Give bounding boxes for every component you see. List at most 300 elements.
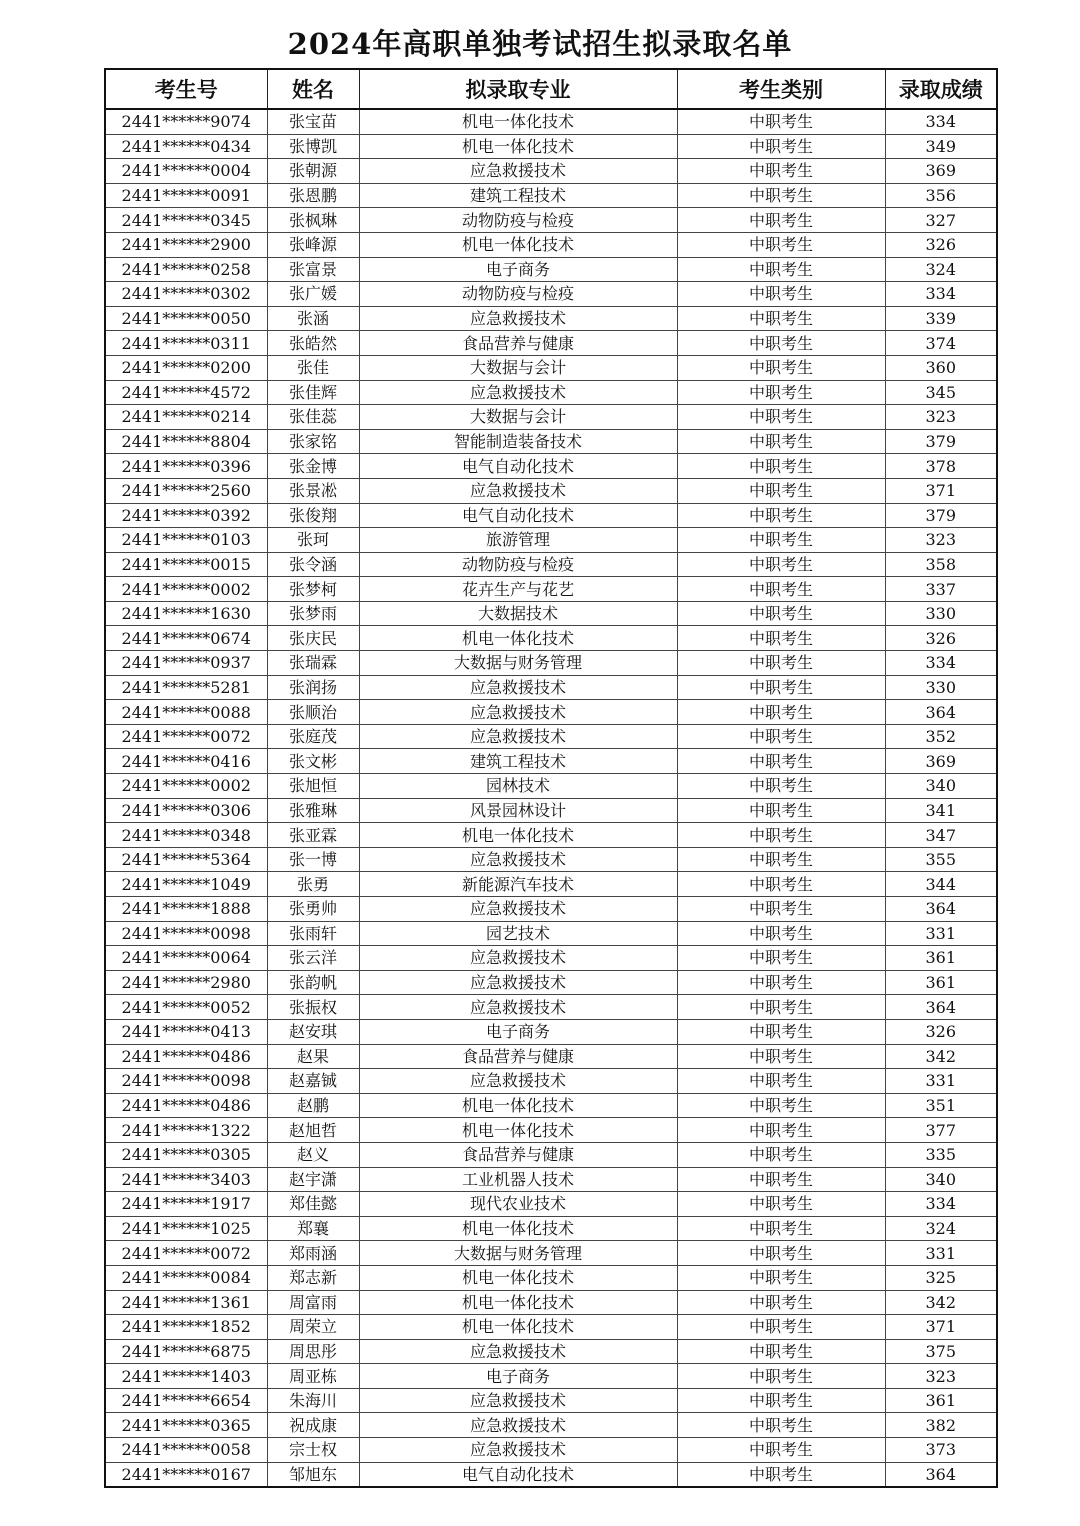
score-cell: 340 [885, 774, 997, 799]
exam-id-cell: 2441******0098 [105, 1069, 267, 1094]
table-body [105, 109, 997, 1487]
exam-id-cell: 2441******0396 [105, 454, 267, 479]
exam-id-cell: 2441******0416 [105, 749, 267, 774]
major-cell: 机电一体化技术 [359, 1093, 677, 1118]
category-cell: 中职考生 [677, 429, 885, 454]
category-cell: 中职考生 [677, 823, 885, 848]
exam-id-cell: 2441******0167 [105, 1462, 267, 1487]
table-row [105, 134, 997, 159]
exam-id-cell: 2441******5281 [105, 675, 267, 700]
category-cell: 中职考生 [677, 724, 885, 749]
category-cell: 中职考生 [677, 552, 885, 577]
name-cell: 赵义 [267, 1142, 359, 1167]
score-cell: 340 [885, 1167, 997, 1192]
major-cell: 电气自动化技术 [359, 454, 677, 479]
table-row [105, 1192, 997, 1217]
table-row [105, 897, 997, 922]
score-cell: 334 [885, 109, 997, 134]
major-cell: 动物防疫与检疫 [359, 282, 677, 307]
table-row [105, 1462, 997, 1487]
score-cell: 327 [885, 208, 997, 233]
category-cell: 中职考生 [677, 651, 885, 676]
major-cell: 新能源汽车技术 [359, 872, 677, 897]
category-cell: 中职考生 [677, 1315, 885, 1340]
exam-id-cell: 2441******1917 [105, 1192, 267, 1217]
major-cell: 应急救援技术 [359, 995, 677, 1020]
name-cell: 张庆民 [267, 626, 359, 651]
exam-id-cell: 2441******0258 [105, 257, 267, 282]
category-cell: 中职考生 [677, 1019, 885, 1044]
name-cell: 赵宇潇 [267, 1167, 359, 1192]
major-cell: 应急救援技术 [359, 700, 677, 725]
name-cell: 张博凯 [267, 134, 359, 159]
name-cell: 赵嘉铖 [267, 1069, 359, 1094]
name-cell: 张庭茂 [267, 724, 359, 749]
table-row [105, 405, 997, 430]
major-cell: 电子商务 [359, 257, 677, 282]
name-cell: 张皓然 [267, 331, 359, 356]
major-cell: 应急救援技术 [359, 1413, 677, 1438]
score-cell: 364 [885, 700, 997, 725]
exam-id-cell: 2441******5364 [105, 847, 267, 872]
name-cell: 赵果 [267, 1044, 359, 1069]
admission-table [104, 68, 998, 1488]
name-cell: 张珂 [267, 528, 359, 553]
exam-id-cell: 2441******1361 [105, 1290, 267, 1315]
table-row [105, 1118, 997, 1143]
category-cell: 中职考生 [677, 1290, 885, 1315]
score-cell: 360 [885, 355, 997, 380]
category-cell: 中职考生 [677, 1044, 885, 1069]
exam-id-cell: 2441******0052 [105, 995, 267, 1020]
exam-id-cell: 2441******0072 [105, 1241, 267, 1266]
name-cell: 郑佳懿 [267, 1192, 359, 1217]
table-row [105, 1216, 997, 1241]
major-cell: 现代农业技术 [359, 1192, 677, 1217]
exam-id-cell: 2441******0004 [105, 159, 267, 184]
name-cell: 张梦柯 [267, 577, 359, 602]
score-cell: 347 [885, 823, 997, 848]
category-cell: 中职考生 [677, 1118, 885, 1143]
major-cell: 园艺技术 [359, 921, 677, 946]
major-cell: 花卉生产与花艺 [359, 577, 677, 602]
major-cell: 大数据与会计 [359, 405, 677, 430]
name-cell: 张一博 [267, 847, 359, 872]
score-cell: 356 [885, 183, 997, 208]
score-cell: 342 [885, 1044, 997, 1069]
major-cell: 电气自动化技术 [359, 503, 677, 528]
major-cell: 机电一体化技术 [359, 109, 677, 134]
table-row [105, 355, 997, 380]
exam-id-cell: 2441******0937 [105, 651, 267, 676]
exam-id-cell: 2441******0305 [105, 1142, 267, 1167]
score-cell: 334 [885, 282, 997, 307]
exam-id-cell: 2441******0392 [105, 503, 267, 528]
table-row [105, 1167, 997, 1192]
table-row [105, 1142, 997, 1167]
table-row [105, 823, 997, 848]
category-cell: 中职考生 [677, 1192, 885, 1217]
exam-id-cell: 2441******1888 [105, 897, 267, 922]
major-cell: 风景园林设计 [359, 798, 677, 823]
score-cell: 379 [885, 503, 997, 528]
table-row [105, 774, 997, 799]
major-cell: 工业机器人技术 [359, 1167, 677, 1192]
table-row [105, 675, 997, 700]
category-cell: 中职考生 [677, 159, 885, 184]
name-cell: 张文彬 [267, 749, 359, 774]
major-cell: 大数据与财务管理 [359, 651, 677, 676]
exam-id-cell: 2441******3403 [105, 1167, 267, 1192]
exam-id-cell: 2441******1322 [105, 1118, 267, 1143]
table-row [105, 380, 997, 405]
table-row [105, 331, 997, 356]
score-cell: 331 [885, 1069, 997, 1094]
exam-id-cell: 2441******1852 [105, 1315, 267, 1340]
score-cell: 342 [885, 1290, 997, 1315]
major-cell: 应急救援技术 [359, 897, 677, 922]
major-cell: 应急救援技术 [359, 675, 677, 700]
name-cell: 张佳 [267, 355, 359, 380]
score-cell: 330 [885, 675, 997, 700]
score-cell: 377 [885, 1118, 997, 1143]
major-cell: 大数据与财务管理 [359, 1241, 677, 1266]
table-row [105, 1019, 997, 1044]
score-cell: 379 [885, 429, 997, 454]
category-cell: 中职考生 [677, 282, 885, 307]
score-cell: 364 [885, 995, 997, 1020]
exam-id-cell: 2441******0002 [105, 577, 267, 602]
header-row [105, 69, 997, 109]
name-cell: 赵旭哲 [267, 1118, 359, 1143]
category-cell: 中职考生 [677, 847, 885, 872]
exam-id-cell: 2441******0311 [105, 331, 267, 356]
category-cell: 中职考生 [677, 478, 885, 503]
name-cell: 朱海川 [267, 1388, 359, 1413]
major-cell: 旅游管理 [359, 528, 677, 553]
category-cell: 中职考生 [677, 1142, 885, 1167]
name-cell: 张顺治 [267, 700, 359, 725]
category-cell: 中职考生 [677, 380, 885, 405]
category-cell: 中职考生 [677, 1388, 885, 1413]
name-cell: 张瑞霖 [267, 651, 359, 676]
score-cell: 331 [885, 1241, 997, 1266]
score-cell: 326 [885, 626, 997, 651]
exam-id-cell: 2441******2560 [105, 478, 267, 503]
table-row [105, 946, 997, 971]
major-cell: 机电一体化技术 [359, 1265, 677, 1290]
score-cell: 334 [885, 1192, 997, 1217]
name-cell: 赵鹏 [267, 1093, 359, 1118]
name-cell: 张润扬 [267, 675, 359, 700]
major-cell: 大数据与会计 [359, 355, 677, 380]
major-cell: 建筑工程技术 [359, 183, 677, 208]
exam-id-cell: 2441******9074 [105, 109, 267, 134]
table-row [105, 109, 997, 134]
name-cell: 张令涵 [267, 552, 359, 577]
category-cell: 中职考生 [677, 970, 885, 995]
table-row [105, 724, 997, 749]
category-cell: 中职考生 [677, 798, 885, 823]
table-row [105, 577, 997, 602]
category-cell: 中职考生 [677, 577, 885, 602]
score-cell: 351 [885, 1093, 997, 1118]
major-cell: 应急救援技术 [359, 159, 677, 184]
name-cell: 周富雨 [267, 1290, 359, 1315]
category-cell: 中职考生 [677, 749, 885, 774]
table-row [105, 183, 997, 208]
name-cell: 张佳辉 [267, 380, 359, 405]
category-cell: 中职考生 [677, 1438, 885, 1463]
exam-id-cell: 2441******0674 [105, 626, 267, 651]
exam-id-cell: 2441******0058 [105, 1438, 267, 1463]
table-row [105, 159, 997, 184]
score-cell: 326 [885, 1019, 997, 1044]
name-cell: 张梦雨 [267, 601, 359, 626]
category-cell: 中职考生 [677, 134, 885, 159]
category-cell: 中职考生 [677, 257, 885, 282]
table-row [105, 503, 997, 528]
exam-id-cell: 2441******1403 [105, 1364, 267, 1389]
table-row [105, 872, 997, 897]
exam-id-cell: 2441******0084 [105, 1265, 267, 1290]
category-cell: 中职考生 [677, 1241, 885, 1266]
major-cell: 食品营养与健康 [359, 331, 677, 356]
exam-id-cell: 2441******0345 [105, 208, 267, 233]
category-cell: 中职考生 [677, 601, 885, 626]
column-header-name: 姓名 [267, 69, 359, 109]
score-cell: 345 [885, 380, 997, 405]
exam-id-cell: 2441******6654 [105, 1388, 267, 1413]
table-row [105, 552, 997, 577]
major-cell: 应急救援技术 [359, 970, 677, 995]
score-cell: 361 [885, 970, 997, 995]
score-cell: 326 [885, 232, 997, 257]
table-row [105, 970, 997, 995]
exam-id-cell: 2441******1630 [105, 601, 267, 626]
name-cell: 张宝苗 [267, 109, 359, 134]
category-cell: 中职考生 [677, 1364, 885, 1389]
name-cell: 张俊翔 [267, 503, 359, 528]
name-cell: 张景凇 [267, 478, 359, 503]
major-cell: 应急救援技术 [359, 306, 677, 331]
score-cell: 361 [885, 1388, 997, 1413]
table-row [105, 995, 997, 1020]
major-cell: 动物防疫与检疫 [359, 208, 677, 233]
name-cell: 张亚霖 [267, 823, 359, 848]
category-cell: 中职考生 [677, 208, 885, 233]
category-cell: 中职考生 [677, 109, 885, 134]
column-header-major: 拟录取专业 [359, 69, 677, 109]
exam-id-cell: 2441******0348 [105, 823, 267, 848]
name-cell: 张富景 [267, 257, 359, 282]
table-row [105, 1093, 997, 1118]
page-title: 2024年高职单独考试招生拟录取名单 [287, 27, 793, 61]
table-header [105, 69, 997, 109]
score-cell: 374 [885, 331, 997, 356]
table-row [105, 1290, 997, 1315]
exam-id-cell: 2441******0091 [105, 183, 267, 208]
name-cell: 祝成康 [267, 1413, 359, 1438]
score-cell: 344 [885, 872, 997, 897]
category-cell: 中职考生 [677, 995, 885, 1020]
category-cell: 中职考生 [677, 454, 885, 479]
table-row [105, 1044, 997, 1069]
name-cell: 张枫琳 [267, 208, 359, 233]
major-cell: 应急救援技术 [359, 380, 677, 405]
category-cell: 中职考生 [677, 331, 885, 356]
category-cell: 中职考生 [677, 700, 885, 725]
category-cell: 中职考生 [677, 405, 885, 430]
exam-id-cell: 2441******0064 [105, 946, 267, 971]
major-cell: 大数据技术 [359, 601, 677, 626]
major-cell: 机电一体化技术 [359, 232, 677, 257]
score-cell: 331 [885, 921, 997, 946]
column-header-category: 考生类别 [677, 69, 885, 109]
table-row [105, 1069, 997, 1094]
table-row [105, 528, 997, 553]
major-cell: 机电一体化技术 [359, 1315, 677, 1340]
name-cell: 张勇 [267, 872, 359, 897]
major-cell: 应急救援技术 [359, 1388, 677, 1413]
category-cell: 中职考生 [677, 774, 885, 799]
score-cell: 382 [885, 1413, 997, 1438]
exam-id-cell: 2441******2900 [105, 232, 267, 257]
major-cell: 园林技术 [359, 774, 677, 799]
category-cell: 中职考生 [677, 1462, 885, 1487]
exam-id-cell: 2441******0088 [105, 700, 267, 725]
exam-id-cell: 2441******0486 [105, 1044, 267, 1069]
major-cell: 电气自动化技术 [359, 1462, 677, 1487]
name-cell: 张韵帆 [267, 970, 359, 995]
category-cell: 中职考生 [677, 183, 885, 208]
score-cell: 355 [885, 847, 997, 872]
score-cell: 341 [885, 798, 997, 823]
table-row [105, 208, 997, 233]
score-cell: 378 [885, 454, 997, 479]
category-cell: 中职考生 [677, 306, 885, 331]
category-cell: 中职考生 [677, 1339, 885, 1364]
table-row [105, 651, 997, 676]
name-cell: 张家铭 [267, 429, 359, 454]
table-row [105, 1388, 997, 1413]
score-cell: 369 [885, 159, 997, 184]
score-cell: 371 [885, 1315, 997, 1340]
score-cell: 361 [885, 946, 997, 971]
category-cell: 中职考生 [677, 872, 885, 897]
name-cell: 周思彤 [267, 1339, 359, 1364]
category-cell: 中职考生 [677, 1216, 885, 1241]
exam-id-cell: 2441******0486 [105, 1093, 267, 1118]
exam-id-cell: 2441******0200 [105, 355, 267, 380]
major-cell: 机电一体化技术 [359, 134, 677, 159]
major-cell: 应急救援技术 [359, 847, 677, 872]
name-cell: 张雨轩 [267, 921, 359, 946]
category-cell: 中职考生 [677, 1413, 885, 1438]
table-row [105, 626, 997, 651]
category-cell: 中职考生 [677, 626, 885, 651]
name-cell: 张金博 [267, 454, 359, 479]
category-cell: 中职考生 [677, 232, 885, 257]
table-row [105, 1438, 997, 1463]
table-row [105, 921, 997, 946]
name-cell: 邹旭东 [267, 1462, 359, 1487]
table-row [105, 1413, 997, 1438]
table-row [105, 232, 997, 257]
category-cell: 中职考生 [677, 1167, 885, 1192]
exam-id-cell: 2441******0413 [105, 1019, 267, 1044]
major-cell: 应急救援技术 [359, 1438, 677, 1463]
major-cell: 应急救援技术 [359, 1339, 677, 1364]
exam-id-cell: 2441******0302 [105, 282, 267, 307]
column-header-score: 录取成绩 [885, 69, 997, 109]
category-cell: 中职考生 [677, 1265, 885, 1290]
exam-id-cell: 2441******6875 [105, 1339, 267, 1364]
table-row [105, 601, 997, 626]
exam-id-cell: 2441******8804 [105, 429, 267, 454]
score-cell: 373 [885, 1438, 997, 1463]
major-cell: 机电一体化技术 [359, 823, 677, 848]
major-cell: 应急救援技术 [359, 946, 677, 971]
table-row [105, 700, 997, 725]
score-cell: 323 [885, 405, 997, 430]
exam-id-cell: 2441******0015 [105, 552, 267, 577]
major-cell: 应急救援技术 [359, 1069, 677, 1094]
major-cell: 食品营养与健康 [359, 1142, 677, 1167]
score-cell: 337 [885, 577, 997, 602]
score-cell: 358 [885, 552, 997, 577]
table-row [105, 798, 997, 823]
major-cell: 应急救援技术 [359, 478, 677, 503]
name-cell: 张朝源 [267, 159, 359, 184]
score-cell: 324 [885, 1216, 997, 1241]
score-cell: 334 [885, 651, 997, 676]
name-cell: 张旭恒 [267, 774, 359, 799]
category-cell: 中职考生 [677, 503, 885, 528]
category-cell: 中职考生 [677, 897, 885, 922]
exam-id-cell: 2441******0214 [105, 405, 267, 430]
major-cell: 机电一体化技术 [359, 1290, 677, 1315]
name-cell: 张云洋 [267, 946, 359, 971]
name-cell: 张峰源 [267, 232, 359, 257]
score-cell: 369 [885, 749, 997, 774]
major-cell: 机电一体化技术 [359, 1118, 677, 1143]
exam-id-cell: 2441******0098 [105, 921, 267, 946]
table-row [105, 847, 997, 872]
score-cell: 364 [885, 897, 997, 922]
table-row [105, 1339, 997, 1364]
score-cell: 375 [885, 1339, 997, 1364]
name-cell: 张广媛 [267, 282, 359, 307]
table-row [105, 429, 997, 454]
score-cell: 335 [885, 1142, 997, 1167]
table-row [105, 306, 997, 331]
name-cell: 张恩鹏 [267, 183, 359, 208]
score-cell: 371 [885, 478, 997, 503]
table-row [105, 749, 997, 774]
table-row [105, 454, 997, 479]
column-header-exam-id: 考生号 [105, 69, 267, 109]
name-cell: 周荣立 [267, 1315, 359, 1340]
category-cell: 中职考生 [677, 921, 885, 946]
name-cell: 张勇帅 [267, 897, 359, 922]
exam-id-cell: 2441******4572 [105, 380, 267, 405]
exam-id-cell: 2441******0306 [105, 798, 267, 823]
table-row [105, 257, 997, 282]
exam-id-cell: 2441******0434 [105, 134, 267, 159]
exam-id-cell: 2441******1025 [105, 1216, 267, 1241]
category-cell: 中职考生 [677, 946, 885, 971]
